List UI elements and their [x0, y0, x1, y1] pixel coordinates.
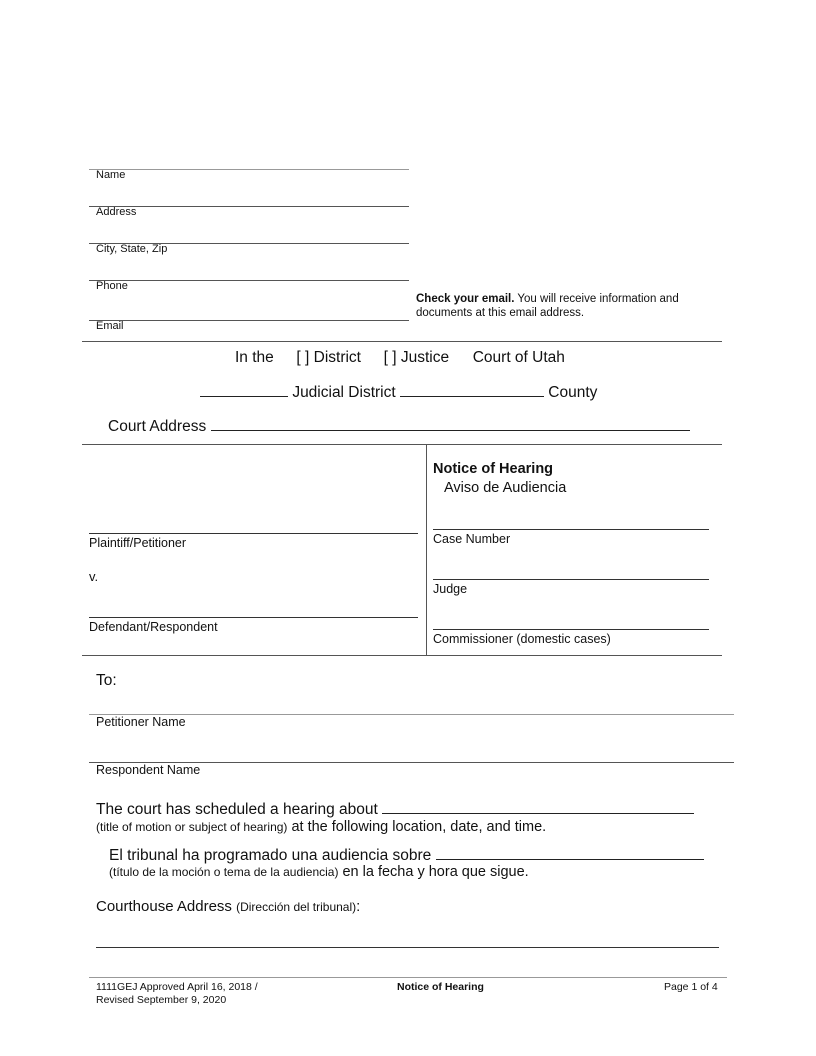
- hearing-subject-field[interactable]: [382, 800, 694, 814]
- court-address-row: [108, 417, 690, 436]
- courthouse-address-label: Courthouse Address: [96, 898, 232, 915]
- courthouse-address-field[interactable]: [96, 947, 719, 948]
- county-field[interactable]: [400, 383, 544, 397]
- phone-label: Phone: [96, 280, 128, 292]
- hearing-es-subject-hint: (título de la moción o tema de la audiencia): [109, 865, 339, 879]
- name-field[interactable]: [89, 206, 409, 207]
- notice-title-es: Aviso de Audiencia: [444, 480, 567, 496]
- form-id-line1: 1111GEJ Approved April 16, 2018 /: [96, 981, 258, 993]
- judge-field[interactable]: [433, 579, 709, 580]
- caption-divider: [426, 444, 427, 655]
- hearing-es-line-1: [109, 846, 704, 865]
- email-note-bold: Check your email.: [416, 293, 515, 305]
- email-note-line2: documents at this email address.: [416, 307, 585, 319]
- court-of-utah-text: Court of Utah: [472, 349, 565, 366]
- district-checkbox[interactable]: [ ] District: [296, 349, 361, 366]
- versus-text: v.: [89, 569, 99, 584]
- court-top-rule: [82, 341, 722, 342]
- name-label: Name: [96, 169, 126, 181]
- notice-title: Notice of Hearing: [433, 461, 554, 477]
- form-id: [96, 981, 258, 1006]
- judicial-district-row: [200, 383, 597, 402]
- commissioner-field[interactable]: [433, 629, 709, 630]
- hearing-es-location-text: en la fecha y hora que sigue.: [338, 864, 529, 880]
- city-state-zip-field[interactable]: [89, 280, 409, 281]
- judicial-district-field[interactable]: [200, 383, 288, 397]
- courthouse-address-row: [96, 898, 360, 915]
- form-id-line2: Revised September 9, 2020: [96, 993, 227, 1006]
- county-text: County: [548, 384, 598, 401]
- email-note-rest: You will receive information and: [514, 293, 679, 305]
- judge-label: Judge: [433, 582, 468, 596]
- defendant-field[interactable]: [89, 617, 418, 618]
- phone-field[interactable]: [89, 320, 409, 321]
- hearing-line-2: [96, 819, 546, 835]
- footer-form-title: Notice of Hearing: [397, 981, 484, 993]
- email-label: Email: [96, 320, 124, 332]
- defendant-label: Defendant/Respondent: [89, 620, 218, 634]
- courthouse-colon: :: [356, 898, 361, 915]
- court-address-label: Court Address: [108, 418, 207, 435]
- court-address-field[interactable]: [211, 417, 690, 431]
- plaintiff-field[interactable]: [89, 533, 418, 534]
- court-type-row: [235, 349, 565, 367]
- in-the-text: In the: [235, 349, 274, 366]
- plaintiff-label: Plaintiff/Petitioner: [89, 536, 187, 550]
- footer-rule: [89, 977, 727, 978]
- address-label: Address: [96, 206, 137, 218]
- judicial-district-text: Judicial District: [292, 384, 396, 401]
- hearing-es-subject-field[interactable]: [436, 846, 704, 860]
- case-number-label: Case Number: [433, 532, 511, 546]
- hearing-es-line-2: [109, 864, 529, 880]
- page-number: Page 1 of 4: [664, 981, 718, 993]
- case-number-field[interactable]: [433, 529, 709, 530]
- hearing-subject-hint: (title of motion or subject of hearing): [96, 820, 288, 834]
- hearing-location-text: at the following location, date, and time.: [287, 819, 547, 835]
- respondent-name-label: Respondent Name: [96, 763, 201, 777]
- caption-top-rule: [82, 444, 722, 445]
- to-label: To:: [96, 672, 117, 689]
- petitioner-name-label: Petitioner Name: [96, 715, 186, 729]
- hearing-line-1: [96, 800, 694, 819]
- top-rule: [89, 169, 409, 170]
- email-note: [416, 292, 716, 320]
- justice-checkbox[interactable]: [ ] Justice: [383, 349, 450, 366]
- hearing-about-text: The court has scheduled a hearing about: [96, 801, 378, 818]
- courthouse-address-label-es: (Dirección del tribunal): [236, 900, 357, 914]
- caption-bottom-rule: [82, 655, 722, 656]
- hearing-es-about-text: El tribunal ha programado una audiencia sobre: [109, 847, 432, 864]
- commissioner-label: Commissioner (domestic cases): [433, 632, 611, 646]
- city-state-zip-label: City, State, Zip: [96, 243, 168, 255]
